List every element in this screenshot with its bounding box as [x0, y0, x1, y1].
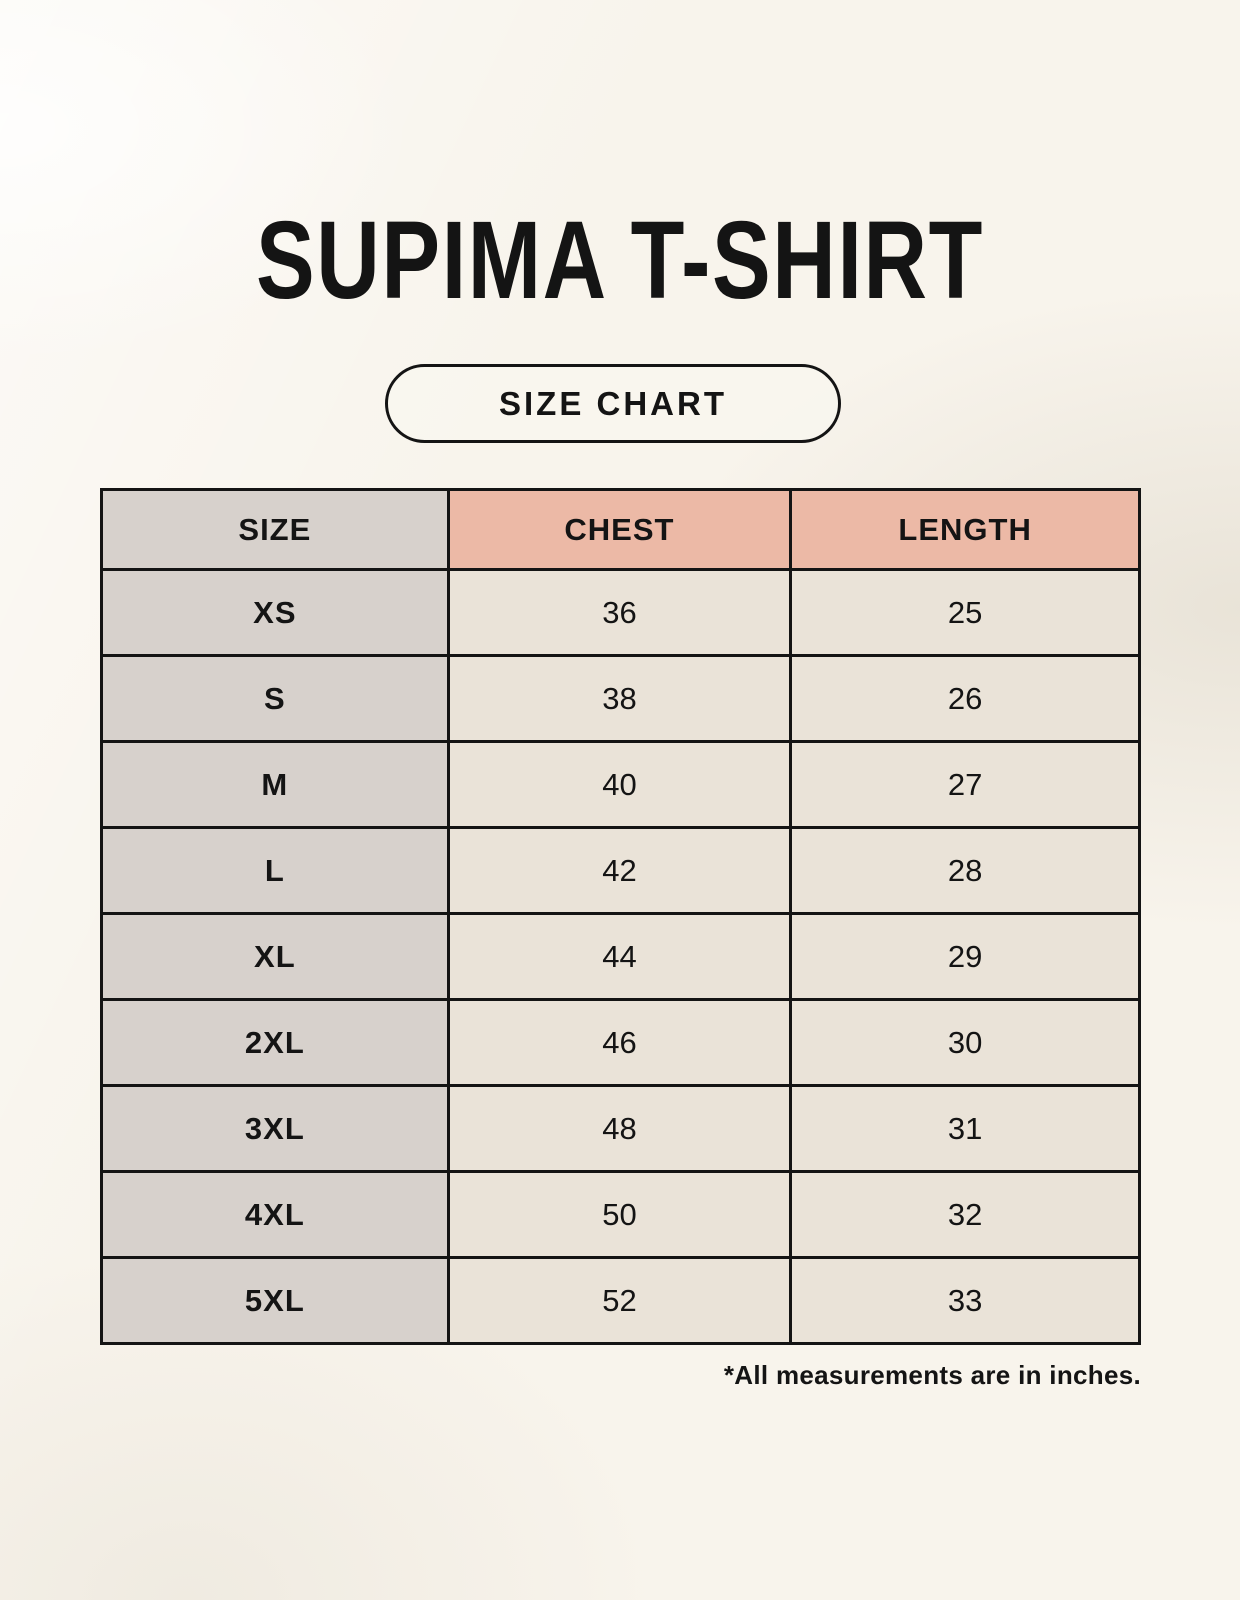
table-row — [102, 1000, 1140, 1086]
length-cell: 26 — [791, 656, 1140, 742]
size-cell: 5XL — [102, 1258, 449, 1344]
chest-cell: 48 — [448, 1086, 791, 1172]
table-row — [102, 914, 1140, 1000]
table-row — [102, 1258, 1140, 1344]
size-cell: M — [102, 742, 449, 828]
size-cell: 4XL — [102, 1172, 449, 1258]
chest-cell: 38 — [448, 656, 791, 742]
length-cell: 28 — [791, 828, 1140, 914]
table-row — [102, 570, 1140, 656]
measurements-footnote: *All measurements are in inches. — [723, 1360, 1141, 1390]
size-chart-pill-label: SIZE CHART — [499, 384, 727, 422]
length-cell: 31 — [791, 1086, 1140, 1172]
length-cell: 27 — [791, 742, 1140, 828]
size-cell: 2XL — [102, 1000, 449, 1086]
table-row — [102, 742, 1140, 828]
chest-cell: 46 — [448, 1000, 791, 1086]
chest-cell: 50 — [448, 1172, 791, 1258]
table-row — [102, 1172, 1140, 1258]
table-row — [102, 828, 1140, 914]
size-chart-pill-button — [385, 364, 841, 443]
chest-cell: 40 — [448, 742, 791, 828]
size-cell: L — [102, 828, 449, 914]
chest-cell: 36 — [448, 570, 791, 656]
length-cell: 32 — [791, 1172, 1140, 1258]
chest-cell: 52 — [448, 1258, 791, 1344]
header-size: SIZE — [102, 490, 449, 570]
size-chart-table — [100, 488, 1141, 1345]
size-cell: S — [102, 656, 449, 742]
size-cell: 3XL — [102, 1086, 449, 1172]
length-cell: 25 — [791, 570, 1140, 656]
header-length: LENGTH — [791, 490, 1140, 570]
header-chest: CHEST — [448, 490, 791, 570]
page-title: SUPIMA T-SHIRT — [255, 199, 985, 322]
table-row — [102, 656, 1140, 742]
size-cell: XL — [102, 914, 449, 1000]
length-cell: 30 — [791, 1000, 1140, 1086]
chest-cell: 44 — [448, 914, 791, 1000]
chest-cell: 42 — [448, 828, 791, 914]
size-cell: XS — [102, 570, 449, 656]
table-header-row — [102, 490, 1140, 570]
length-cell: 29 — [791, 914, 1140, 1000]
length-cell: 33 — [791, 1258, 1140, 1344]
table-row — [102, 1086, 1140, 1172]
